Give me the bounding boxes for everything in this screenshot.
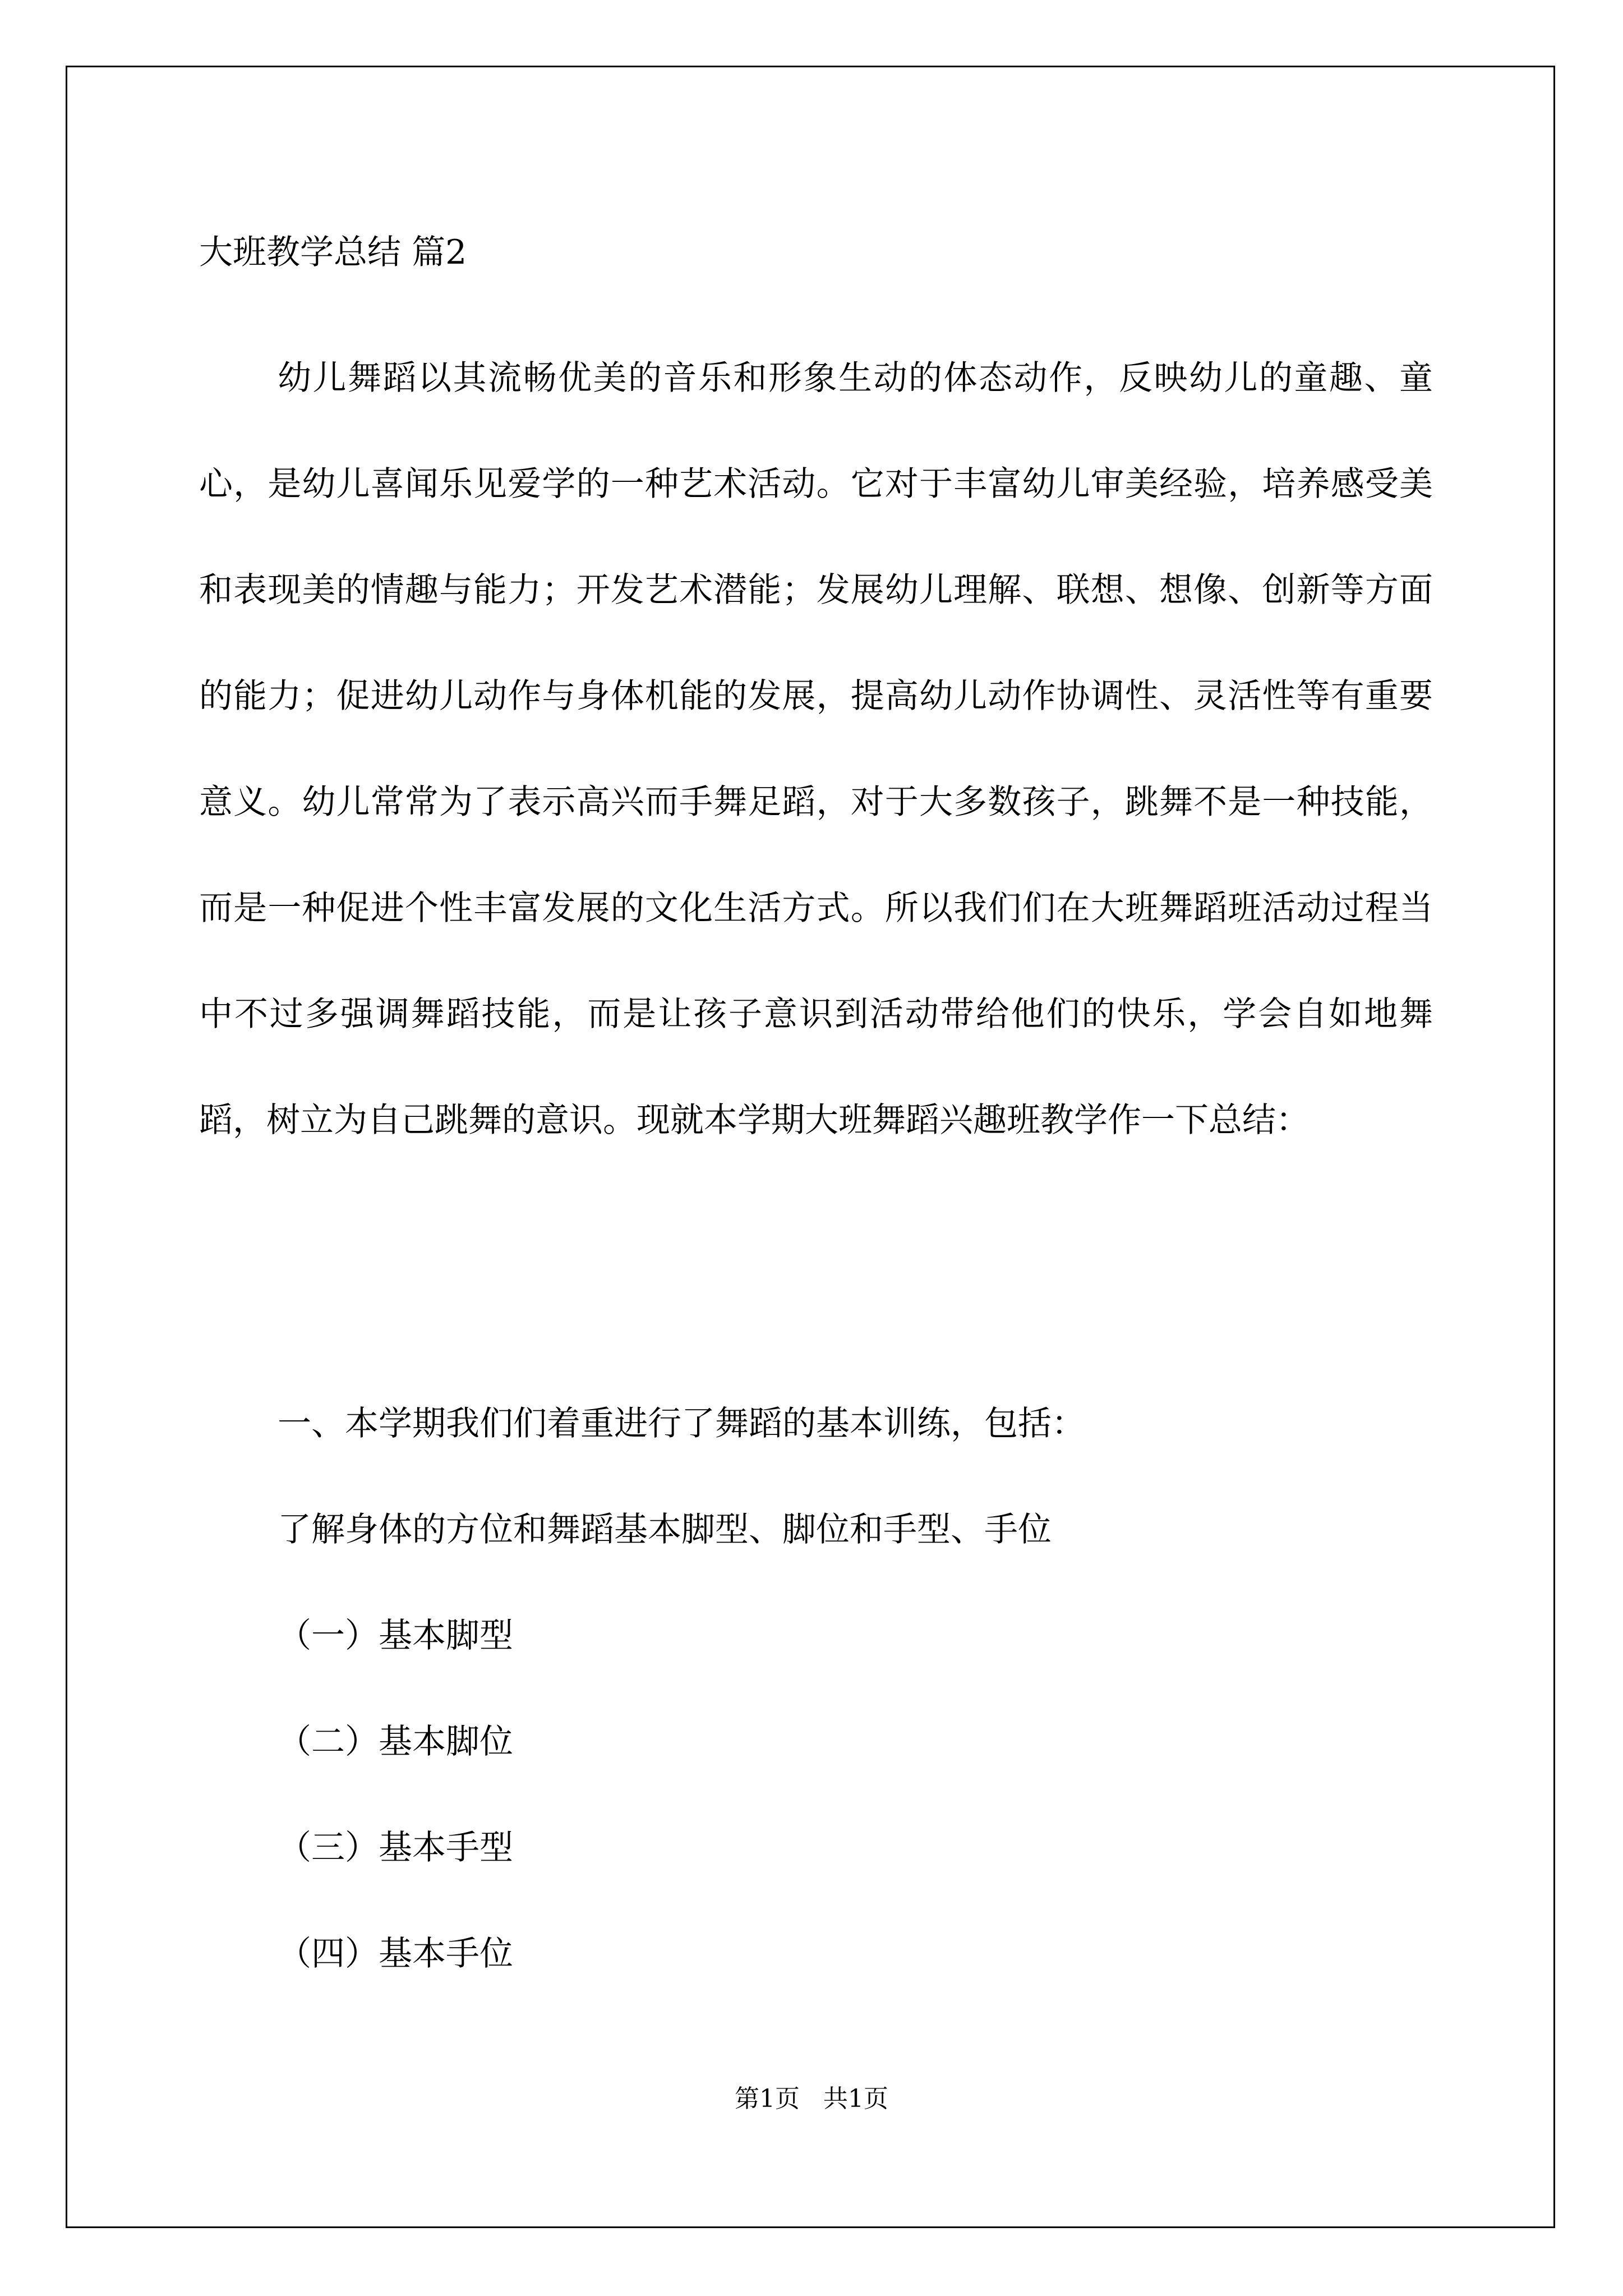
section-heading: 一、本学期我们们着重进行了舞蹈的基本训练，包括： bbox=[278, 1404, 1085, 1443]
page-footer: 第1页 共1页 bbox=[735, 2085, 888, 2113]
list-item: （四）基本手位 bbox=[278, 1934, 513, 1973]
list-item: （一）基本脚型 bbox=[278, 1616, 513, 1655]
list-item: （三）基本手型 bbox=[278, 1828, 513, 1867]
body-paragraph: 幼儿舞蹈以其流畅优美的音乐和形象生动的体态动作，反映幼儿的童趣、童心，是幼儿喜闻乐见爱学的一种艺术活动。它对于丰富幼儿审美经验，培养感受美和表现美的情趣与能力；开发艺术潜能；发展幼儿理解、联想、想像、创新等方面的能力；促进幼儿动作与身体机能的发展，提高幼儿动作协调性、灵活性等有重要意义。幼儿常常为了表示高兴而手舞足蹈，对于大多数孩子，跳舞不是一种技能，而是一种促进个性丰富发展的文化生活方式。所以我们们在大班舞蹈班活动过程当中不过多强调舞蹈技能，而是让孩子意识到活动带给他们的快乐，学会自如地舞蹈，树立为自己跳舞的意识。现就本学期大班舞蹈兴趣班教学作一下总结： bbox=[199, 358, 1433, 1140]
list-item: （二）基本脚位 bbox=[278, 1722, 513, 1761]
intro-line: 了解身体的方位和舞蹈基本脚型、脚位和手型、手位 bbox=[278, 1510, 1052, 1549]
document-title: 大班教学总结 篇2 bbox=[199, 233, 467, 272]
